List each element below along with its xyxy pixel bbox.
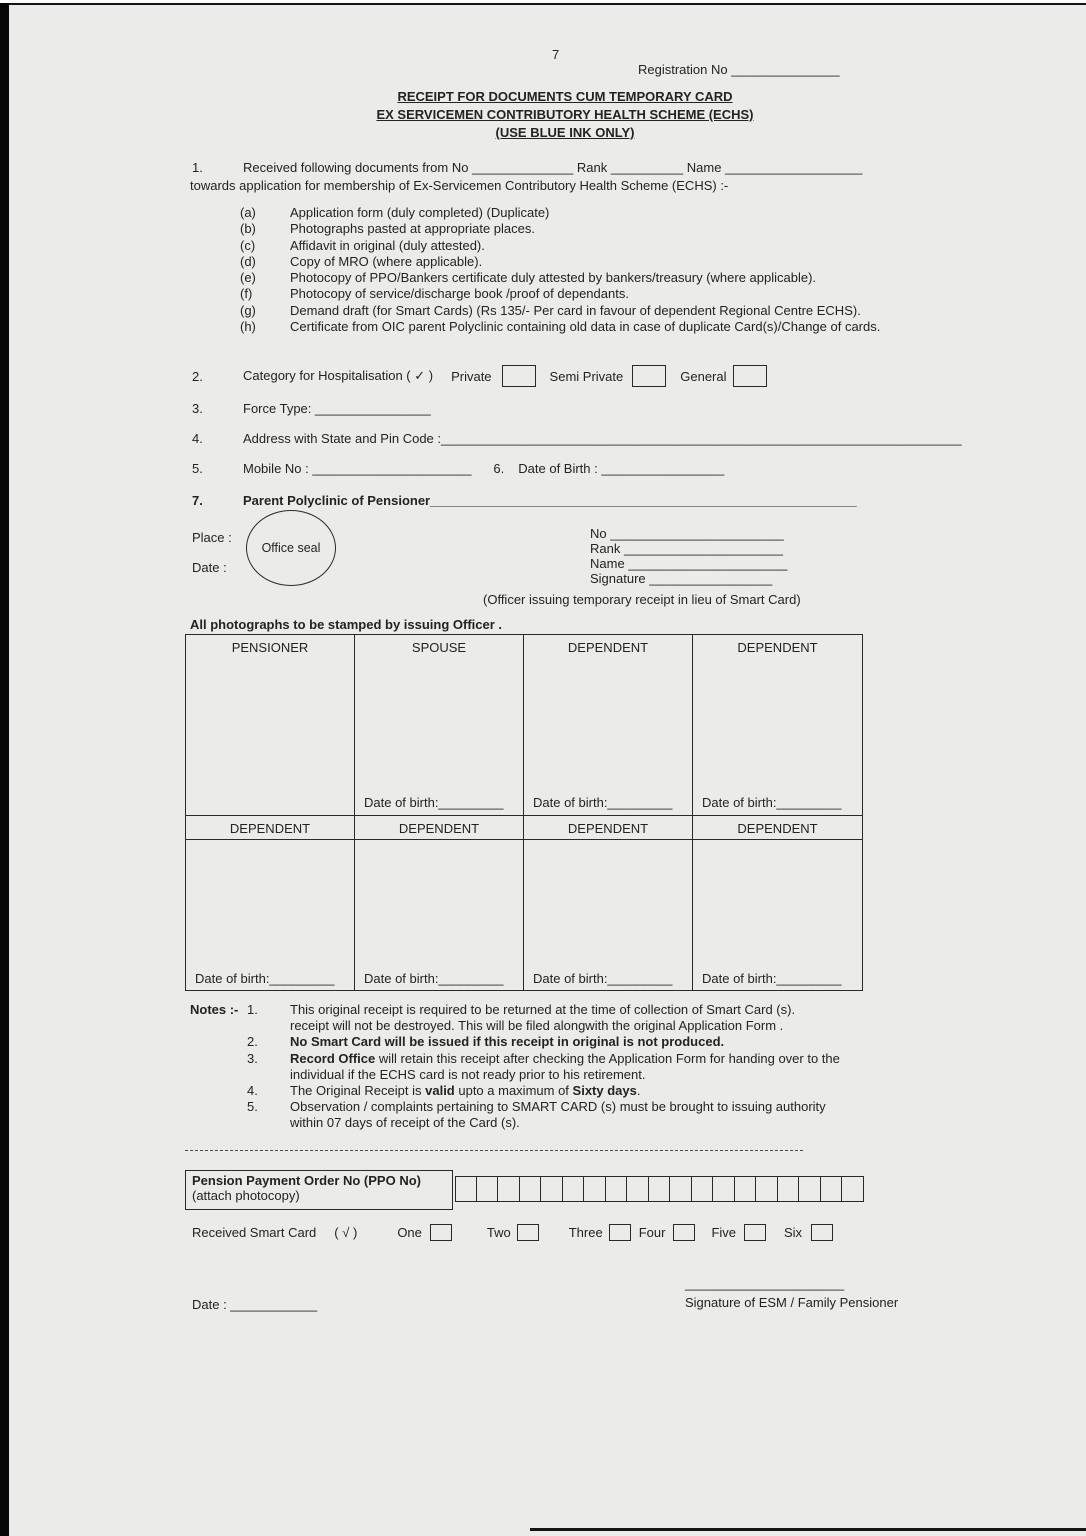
photo-cell-dependent-3 bbox=[186, 816, 355, 991]
photo-cell-dob: Date of birth:_________ bbox=[702, 795, 842, 810]
document-item-g bbox=[240, 303, 880, 319]
item1-line2: towards application for membership of Ex-Servicemen Contributory Health Scheme (ECHS) :- bbox=[190, 178, 729, 193]
option-label-five: Five bbox=[711, 1224, 736, 1240]
item7-label: Parent Polyclinic of Pensioner bbox=[243, 493, 431, 508]
photo-cell-dob: Date of birth:_________ bbox=[533, 971, 673, 986]
document-letter: (g) bbox=[240, 302, 256, 318]
note-3-line-1 bbox=[190, 1051, 840, 1067]
option-label-six: Six bbox=[784, 1224, 803, 1240]
note-text-e: . bbox=[636, 1083, 641, 1099]
item1-line1 bbox=[192, 160, 862, 175]
photo-cell-dob: Date of birth:_________ bbox=[702, 971, 842, 986]
note-number: 2. bbox=[247, 1034, 258, 1050]
footer-date-line: Date : ____________ bbox=[192, 1297, 318, 1312]
option-label-four: Four bbox=[638, 1224, 666, 1240]
cell-title-rule bbox=[524, 839, 692, 840]
checkbox-five[interactable] bbox=[744, 1224, 766, 1241]
item3-label: Force Type: ________________ bbox=[243, 401, 431, 416]
note-text-a: The Original Receipt is bbox=[290, 1083, 426, 1099]
notes-label-spacer bbox=[190, 1034, 247, 1050]
item2-category-row bbox=[192, 364, 767, 388]
item5-number: 5. bbox=[192, 461, 203, 476]
document-text: Demand draft (for Smart Cards) (Rs 135/- Per card in favour of dependent Regional Centre ECHS). bbox=[290, 302, 861, 318]
document-letter: (c) bbox=[240, 237, 256, 253]
document-letter: (h) bbox=[240, 319, 256, 335]
ppo-box[interactable] bbox=[541, 1176, 563, 1202]
received-smart-card-label: Received Smart Card bbox=[192, 1224, 317, 1240]
dashed-separator bbox=[185, 1150, 803, 1151]
checkbox-four[interactable] bbox=[673, 1224, 695, 1241]
scan-edge-left bbox=[0, 3, 9, 1536]
note-number-spacer bbox=[247, 1067, 290, 1083]
notes-section bbox=[190, 1002, 840, 1132]
officer-rank-line: Rank ______________________ bbox=[590, 540, 784, 556]
ppo-box[interactable] bbox=[584, 1176, 606, 1202]
checkbox-three[interactable] bbox=[609, 1224, 631, 1241]
notes-label-spacer bbox=[190, 1051, 247, 1067]
photo-cell-dependent-1 bbox=[524, 635, 693, 816]
note-text: individual if the ECHS card is not ready prior to his retirement. bbox=[290, 1066, 646, 1082]
photos-heading: All photographs to be stamped by issuing Officer . bbox=[190, 617, 503, 632]
option-label-two: Two bbox=[486, 1224, 511, 1240]
photo-cell-dependent-4 bbox=[355, 816, 524, 991]
title-line3: (USE BLUE INK ONLY) bbox=[495, 125, 635, 140]
ppo-box[interactable] bbox=[606, 1176, 628, 1202]
ppo-box[interactable] bbox=[520, 1176, 542, 1202]
option-label-one: One bbox=[397, 1224, 422, 1240]
item1-number: 1. bbox=[192, 160, 203, 175]
item7-number: 7. bbox=[192, 493, 203, 508]
item6-number: 6. bbox=[493, 461, 505, 476]
ppo-box[interactable] bbox=[563, 1176, 585, 1202]
ppo-box[interactable] bbox=[821, 1176, 843, 1202]
note-text: Observation / complaints pertaining to SMART CARD (s) must be brought to issuing authority bbox=[290, 1099, 826, 1115]
photo-cell-title: SPOUSE bbox=[411, 640, 467, 655]
photo-cell-title: DEPENDENT bbox=[567, 821, 649, 836]
ppo-label: Pension Payment Order No (PPO No) bbox=[192, 1173, 421, 1188]
ppo-boxes bbox=[455, 1176, 864, 1202]
document-text: Affidavit in original (duly attested). bbox=[290, 237, 485, 253]
photo-cell-pensioner bbox=[186, 635, 355, 816]
document-item-a bbox=[240, 205, 880, 221]
note-5-line-1 bbox=[190, 1099, 840, 1115]
document-item-c bbox=[240, 238, 880, 254]
note-text-rest: will retain this receipt after checking the Application Form for handing over to the bbox=[375, 1050, 840, 1066]
note-number: 3. bbox=[247, 1050, 258, 1066]
photo-cell-title: DEPENDENT bbox=[737, 821, 818, 836]
note-1-line-1 bbox=[190, 1002, 840, 1018]
officer-no-line: No ________________________ bbox=[590, 526, 784, 541]
option-label-private: Private bbox=[451, 368, 492, 384]
photo-cell-dob: Date of birth:_________ bbox=[364, 795, 504, 810]
note-number-spacer bbox=[247, 1115, 290, 1131]
ppo-box[interactable] bbox=[735, 1176, 757, 1202]
note-5-line-2 bbox=[190, 1115, 840, 1131]
notes-label-spacer bbox=[190, 1083, 247, 1099]
document-text: Application form (duly completed) (Duplicate) bbox=[290, 205, 550, 220]
form-title bbox=[44, 88, 1086, 142]
document-list bbox=[240, 205, 880, 335]
cell-title-rule bbox=[186, 839, 354, 840]
checkbox-one[interactable] bbox=[430, 1224, 452, 1241]
ppo-label-box bbox=[185, 1170, 453, 1210]
notes-label: Notes :- bbox=[190, 1002, 239, 1017]
office-seal-text: Office seal bbox=[261, 541, 321, 555]
ppo-box[interactable] bbox=[670, 1176, 692, 1202]
item5-label: Mobile No : ______________________ bbox=[243, 461, 472, 476]
document-item-d bbox=[240, 254, 880, 270]
note-text-c: upto a maximum of bbox=[454, 1083, 573, 1099]
item3-force-type bbox=[192, 401, 431, 416]
date-label: Date : bbox=[192, 560, 227, 575]
ppo-box[interactable] bbox=[649, 1176, 671, 1202]
note-number: 1. bbox=[247, 1002, 258, 1017]
document-item-h bbox=[240, 319, 880, 335]
photo-cell-dependent-6 bbox=[693, 816, 862, 991]
option-label-semi-private: Semi Private bbox=[549, 368, 624, 384]
note-text: This original receipt is required to be returned at the time of collection of Smart Card (s). bbox=[290, 1002, 796, 1017]
signature-rule: ______________________ bbox=[685, 1276, 845, 1291]
item4-address bbox=[192, 431, 962, 446]
received-smart-card-row bbox=[192, 1222, 833, 1242]
ppo-box[interactable] bbox=[498, 1176, 520, 1202]
tick-mark: ( √ ) bbox=[334, 1224, 358, 1240]
ppo-box[interactable] bbox=[713, 1176, 735, 1202]
document-item-e bbox=[240, 270, 880, 286]
office-seal bbox=[246, 510, 336, 586]
checkbox-six[interactable] bbox=[811, 1224, 833, 1241]
note-text bbox=[290, 1083, 640, 1099]
notes-label-spacer bbox=[190, 1115, 247, 1131]
item5-item6-row bbox=[192, 461, 724, 476]
item7-parent-polyclinic bbox=[192, 493, 857, 508]
officer-caption: (Officer issuing temporary receipt in lieu of Smart Card) bbox=[483, 592, 801, 607]
photo-cell-title: DEPENDENT bbox=[567, 640, 649, 655]
scan-edge-bottom bbox=[530, 1528, 1086, 1531]
title-line1: RECEIPT FOR DOCUMENTS CUM TEMPORARY CARD bbox=[397, 89, 733, 104]
item1-text: Received following documents from No ______________ Rank __________ Name ___________________ bbox=[243, 160, 863, 175]
document-letter: (e) bbox=[240, 270, 256, 286]
officer-name-line: Name ______________________ bbox=[590, 555, 788, 571]
ppo-sublabel: (attach photocopy) bbox=[192, 1188, 300, 1203]
option-label-general: General bbox=[680, 368, 727, 384]
document-text: Photocopy of PPO/Bankers certificate duly attested by bankers/treasury (where applicable). bbox=[290, 270, 817, 286]
item4-label: Address with State and Pin Code :________________________________________________________________________ bbox=[243, 431, 962, 446]
ppo-box[interactable] bbox=[692, 1176, 714, 1202]
document-letter: (b) bbox=[240, 221, 256, 237]
photo-cell-dob: Date of birth:_________ bbox=[533, 795, 673, 810]
place-label: Place : bbox=[192, 530, 232, 545]
ppo-box[interactable] bbox=[756, 1176, 778, 1202]
item2-number: 2. bbox=[192, 368, 203, 384]
notes-label-spacer bbox=[190, 1067, 247, 1083]
document-item-f bbox=[240, 286, 880, 302]
checkbox-two[interactable] bbox=[517, 1224, 539, 1241]
document-text: Photographs pasted at appropriate places. bbox=[290, 221, 536, 237]
ppo-box[interactable] bbox=[842, 1176, 864, 1202]
photo-cell-title: DEPENDENT bbox=[398, 821, 480, 836]
registration-no-line: Registration No _______________ bbox=[638, 62, 840, 77]
note-text-bold: Record Office bbox=[290, 1050, 376, 1066]
photo-cell-spouse bbox=[355, 635, 524, 816]
notes-label-spacer bbox=[190, 1099, 247, 1115]
photo-cell-title: DEPENDENT bbox=[229, 821, 311, 836]
note-4 bbox=[190, 1083, 840, 1099]
ppo-box[interactable] bbox=[778, 1176, 800, 1202]
document-letter: (d) bbox=[240, 253, 256, 269]
photo-grid bbox=[185, 634, 863, 991]
note-text bbox=[290, 1051, 840, 1067]
document-text: Photocopy of service/discharge book /proof of dependants. bbox=[290, 286, 629, 302]
scan-edge-top bbox=[0, 3, 1086, 5]
note-number-spacer bbox=[247, 1018, 290, 1034]
photo-cell-title: DEPENDENT bbox=[737, 640, 818, 655]
officer-signature-line: Signature _________________ bbox=[590, 570, 773, 586]
item7-fill-line: ___________________________________________________________ bbox=[430, 493, 857, 508]
photo-cell-dob: Date of birth:_________ bbox=[195, 971, 335, 986]
ppo-box[interactable] bbox=[455, 1176, 477, 1202]
document-text: Certificate from OIC parent Polyclinic containing old data in case of duplicate Card(s)/Change of cards. bbox=[290, 319, 881, 335]
item3-number: 3. bbox=[192, 401, 203, 416]
note-text: within 07 days of receipt of the Card (s). bbox=[290, 1115, 520, 1131]
note-number: 4. bbox=[247, 1083, 258, 1099]
note-text: receipt will not be destroyed. This will be filed alongwith the original Application Form . bbox=[290, 1018, 784, 1034]
note-3-line-2 bbox=[190, 1067, 840, 1083]
document-letter: (a) bbox=[240, 205, 256, 220]
cell-title-rule bbox=[693, 839, 862, 840]
photo-cell-dob: Date of birth:_________ bbox=[364, 971, 504, 986]
document-item-b bbox=[240, 221, 880, 237]
note-2 bbox=[190, 1034, 840, 1050]
option-label-three: Three bbox=[568, 1224, 603, 1240]
photo-cell-dependent-2 bbox=[693, 635, 862, 816]
ppo-box[interactable] bbox=[477, 1176, 499, 1202]
signature-label: Signature of ESM / Family Pensioner bbox=[685, 1295, 899, 1310]
note-text-bold: valid bbox=[425, 1083, 455, 1099]
checkbox-semi-private[interactable] bbox=[632, 365, 666, 387]
note-1-line-2 bbox=[190, 1018, 840, 1034]
note-text: No Smart Card will be issued if this receipt in original is not produced. bbox=[290, 1034, 725, 1050]
ppo-box[interactable] bbox=[799, 1176, 821, 1202]
notes-label-spacer bbox=[190, 1018, 247, 1034]
checkbox-private[interactable] bbox=[502, 365, 536, 387]
item4-number: 4. bbox=[192, 431, 203, 446]
officer-block bbox=[590, 527, 787, 587]
page-number: 7 bbox=[552, 47, 560, 62]
ppo-box[interactable] bbox=[627, 1176, 649, 1202]
item6-label: Date of Birth : _________________ bbox=[518, 461, 725, 476]
cell-title-rule bbox=[355, 839, 523, 840]
checkbox-general[interactable] bbox=[733, 365, 767, 387]
item2-label: Category for Hospitalisation ( ✓ ) bbox=[243, 368, 434, 383]
note-text-bold: Sixty days bbox=[572, 1083, 637, 1099]
document-text: Copy of MRO (where applicable). bbox=[290, 253, 483, 269]
title-line2: EX SERVICEMEN CONTRIBUTORY HEALTH SCHEME (ECHS) bbox=[376, 107, 754, 122]
document-letter: (f) bbox=[240, 286, 253, 302]
note-number: 5. bbox=[247, 1099, 258, 1115]
photo-cell-dependent-5 bbox=[524, 816, 693, 991]
photo-cell-title: PENSIONER bbox=[231, 640, 309, 655]
